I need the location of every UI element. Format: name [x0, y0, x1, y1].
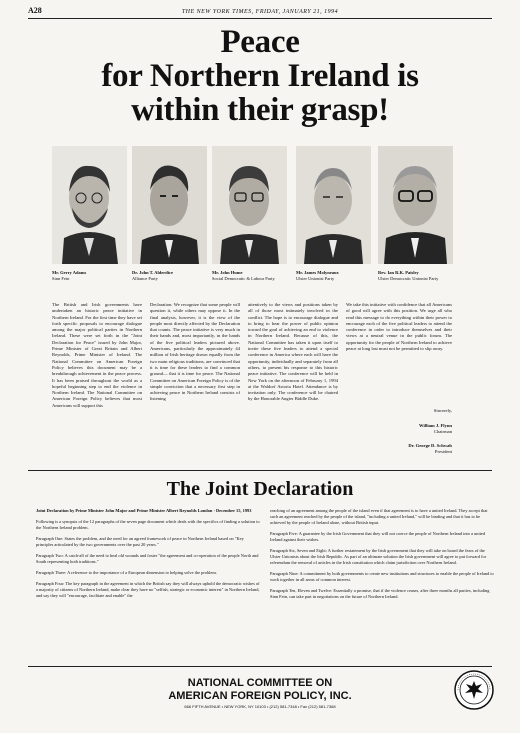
signature-title-2: President	[434, 449, 452, 454]
portrait-name: Dr. John T. Alderdice	[132, 270, 174, 275]
org-name-line-1: NATIONAL COMMITTEE ON	[187, 677, 333, 689]
org-name-line-2: AMERICAN FOREIGN POLICY, INC.	[168, 690, 352, 702]
section-title: The Joint Declaration	[166, 478, 354, 500]
declaration-paragraph: Paragraph Four: The key paragraph in the agreement in which the British say they will always uphold the democratic wishes of a majority of citizens of Northern Ireland, make clear they have no "selfish, strategic or economic interest" in Northern Ireland, and say they will "encourage, facilitate and enable" the	[36, 581, 260, 598]
signature-name-2: Dr. George D. Schwab	[408, 443, 452, 448]
body-column-1: The British and Irish governments have undertaken an historic peace initiative in Northern Ireland. For the first time they have set forth specific proposals to encourage dialogue among the major political parties in Northern Ireland. These were set forth in the "Joint Declaration for Peace" issued by John Major, Prime Minister of Great Britain and Albert Reynolds, Prime Minister of Ireland. The National Committee on American Foreign Policy believes this document may be a breakthrough achievement in the peace process. It has been praised throughout the world as a hopeful beginning step to end the violence in Northern Ireland. The National Committee on American Foreign Policy believes that most Americans will support this	[52, 302, 142, 408]
declaration-paragraph: Paragraph One: States the problem, and the need for an agreed framework of peace in Northern Ireland based on "Key principles articulated by the two governments over the past 20 years."	[36, 536, 244, 547]
portrait-name: Mr. James Molyneaux	[296, 270, 339, 275]
declaration-paragraph: Paragraph Five: A guarantee by the Irish Government that they will not coerce the people of Northern Ireland into a united Ireland against their wishes.	[270, 531, 486, 542]
dateline: THE NEW YORK TIMES, FRIDAY, JANUARY 21, 1994	[181, 9, 339, 15]
headline-line-3: within their grasp!	[131, 92, 389, 128]
page-number: A28	[28, 6, 42, 15]
portrait-affiliation: Ulster Democratic Unionist Party	[378, 276, 439, 281]
portrait-photo-5	[378, 146, 453, 264]
portrait-photo-4	[296, 146, 371, 264]
headline-line-1: Peace	[220, 24, 300, 60]
signature-closing: Sincerely,	[433, 408, 452, 413]
portrait-caption-1	[52, 270, 132, 282]
declaration-paragraph: reaching of an agreement among the people of the island even if that agreement is to have a united Ireland. They accept that such an agreement reached by the people of the island, "including a united Ireland," will be binding and that it has to be achieved by the people of Ireland alone, without British input.	[270, 508, 488, 525]
portrait-affiliation: Alliance Party	[132, 276, 158, 281]
body-column-2: Declaration. We recognize that some people will question it, while others may oppose it. In the final analysis, however, it is the view of the people most directly affected by the Declaration that counts. The peace initiative is very much in their hands and, most importantly, in the hands of the five political leaders pictured above. Americans, particularly the approximately 44 million of Irish heritage drawn equally from the two main religious traditions, are convinced that it is time for these leaders to find a common ground— that it is time for peace. The National Committee on American Foreign Policy is of the simple conviction that a necessary first step in achieving peace in Northern Ireland consists of listening	[150, 302, 240, 402]
portrait-name: Mr. Gerry Adams	[52, 270, 87, 275]
signature-name-1: William J. Flynn	[419, 423, 452, 428]
body-column-3: attentively to the views and positions taken by all of those most intimately involved in the conflict. The hope is to encourage dialogue and to bring to bear the power of public opinion toward the goal of achieving an end to violence in Northern Ireland. Because of this, the National Committee has taken it upon itself to invite these five leaders to attend a special conference in America where each will have the opportunity, individually and separately from all others, to present his response to this historic peace initiative. The conference will be held in New York on the afternoon of February 1, 1994 at the Waldorf Astoria Hotel. Attendance is by invitation only. The conference will be chaired by the Honorable Angier Biddle Duke.	[248, 302, 338, 402]
declaration-paragraph: Following is a synopsis of the 12 paragraphs of the seven page document which deals with the specifics of finding a solution to the Northern Ireland problem.	[36, 519, 260, 530]
org-address: 666 FIFTH AVENUE • NEW YORK, NY 10103 • (212) 581-7348 • Fax (212) 581-7368	[184, 704, 336, 709]
section-rule	[28, 470, 492, 471]
portrait-affiliation: Sinn Fein	[52, 276, 70, 281]
footer-rule	[28, 666, 492, 667]
portrait-name: Mr. John Hume	[212, 270, 243, 275]
portrait-photo-2	[132, 146, 207, 264]
portrait-affiliation: Ulster Unionist Party	[296, 276, 335, 281]
headline-line-2: for Northern Ireland is	[101, 58, 419, 94]
declaration-column-left	[36, 508, 262, 604]
declaration-paragraph: Paragraph Three: A reference to the importance of a European dimension to helping solve the problem.	[36, 570, 217, 575]
portrait-name: Rev. Ian R.K. Paisley	[378, 270, 419, 275]
body-column-4: We take this initiative with confidence that all Americans of good will agree with this position. We urge all who read this message to do everything within their power to encourage each of the five political leaders to attend the conference in order to introduce themselves and their views at a neutral venue in the public forum. The opportunity for the people of Northern Ireland to achieve peace at long last must not be permitted to slip away.	[346, 302, 452, 352]
portrait-photo-1	[52, 146, 127, 264]
portrait-caption-3	[212, 270, 292, 282]
portrait-affiliation: Social Democratic & Labour Party	[212, 276, 275, 281]
declaration-paragraph: Paragraph Nine: A commitment by both governments to create new institutions and structures to enable the people of Ireland to work together in all areas of common interest.	[270, 571, 494, 582]
portrait-caption-2	[132, 270, 212, 282]
top-rule	[28, 18, 492, 19]
portrait-caption-4	[296, 270, 376, 282]
portrait-photo-3	[212, 146, 287, 264]
declaration-paragraph: Paragraph Ten, Eleven and Twelve: Essentially a promise, that if the violence ceases, after three months all parties, including Sinn Fein, can take part in negotiations on the future of Northern Ireland.	[270, 588, 490, 599]
declaration-paragraph: Paragraph Two: A catch-all of the need to heal old wounds and foster "the agreement and co-operation of the people North and South representing both traditions."	[36, 553, 259, 564]
portrait-caption-5	[378, 270, 458, 282]
eagle-seal-icon	[454, 670, 494, 710]
declaration-paragraph: Paragraph Six, Seven and Eight: A further restatement by the Irish government that they will take on board the fears of the Ulster Unionists about the Irish Republic. As part of an ultimate solution the Irish government will agree to put forward for referendum the removal of articles in the Irish constitution which claim jurisdiction over Northern Ireland.	[270, 548, 487, 565]
declaration-paragraph: Joint Declaration by Prime Minister John Major and Prime Minister Albert Reynolds London · December 15, 1993	[36, 508, 252, 513]
signature-title-1: Chairman	[433, 429, 452, 434]
declaration-column-right	[270, 508, 496, 605]
